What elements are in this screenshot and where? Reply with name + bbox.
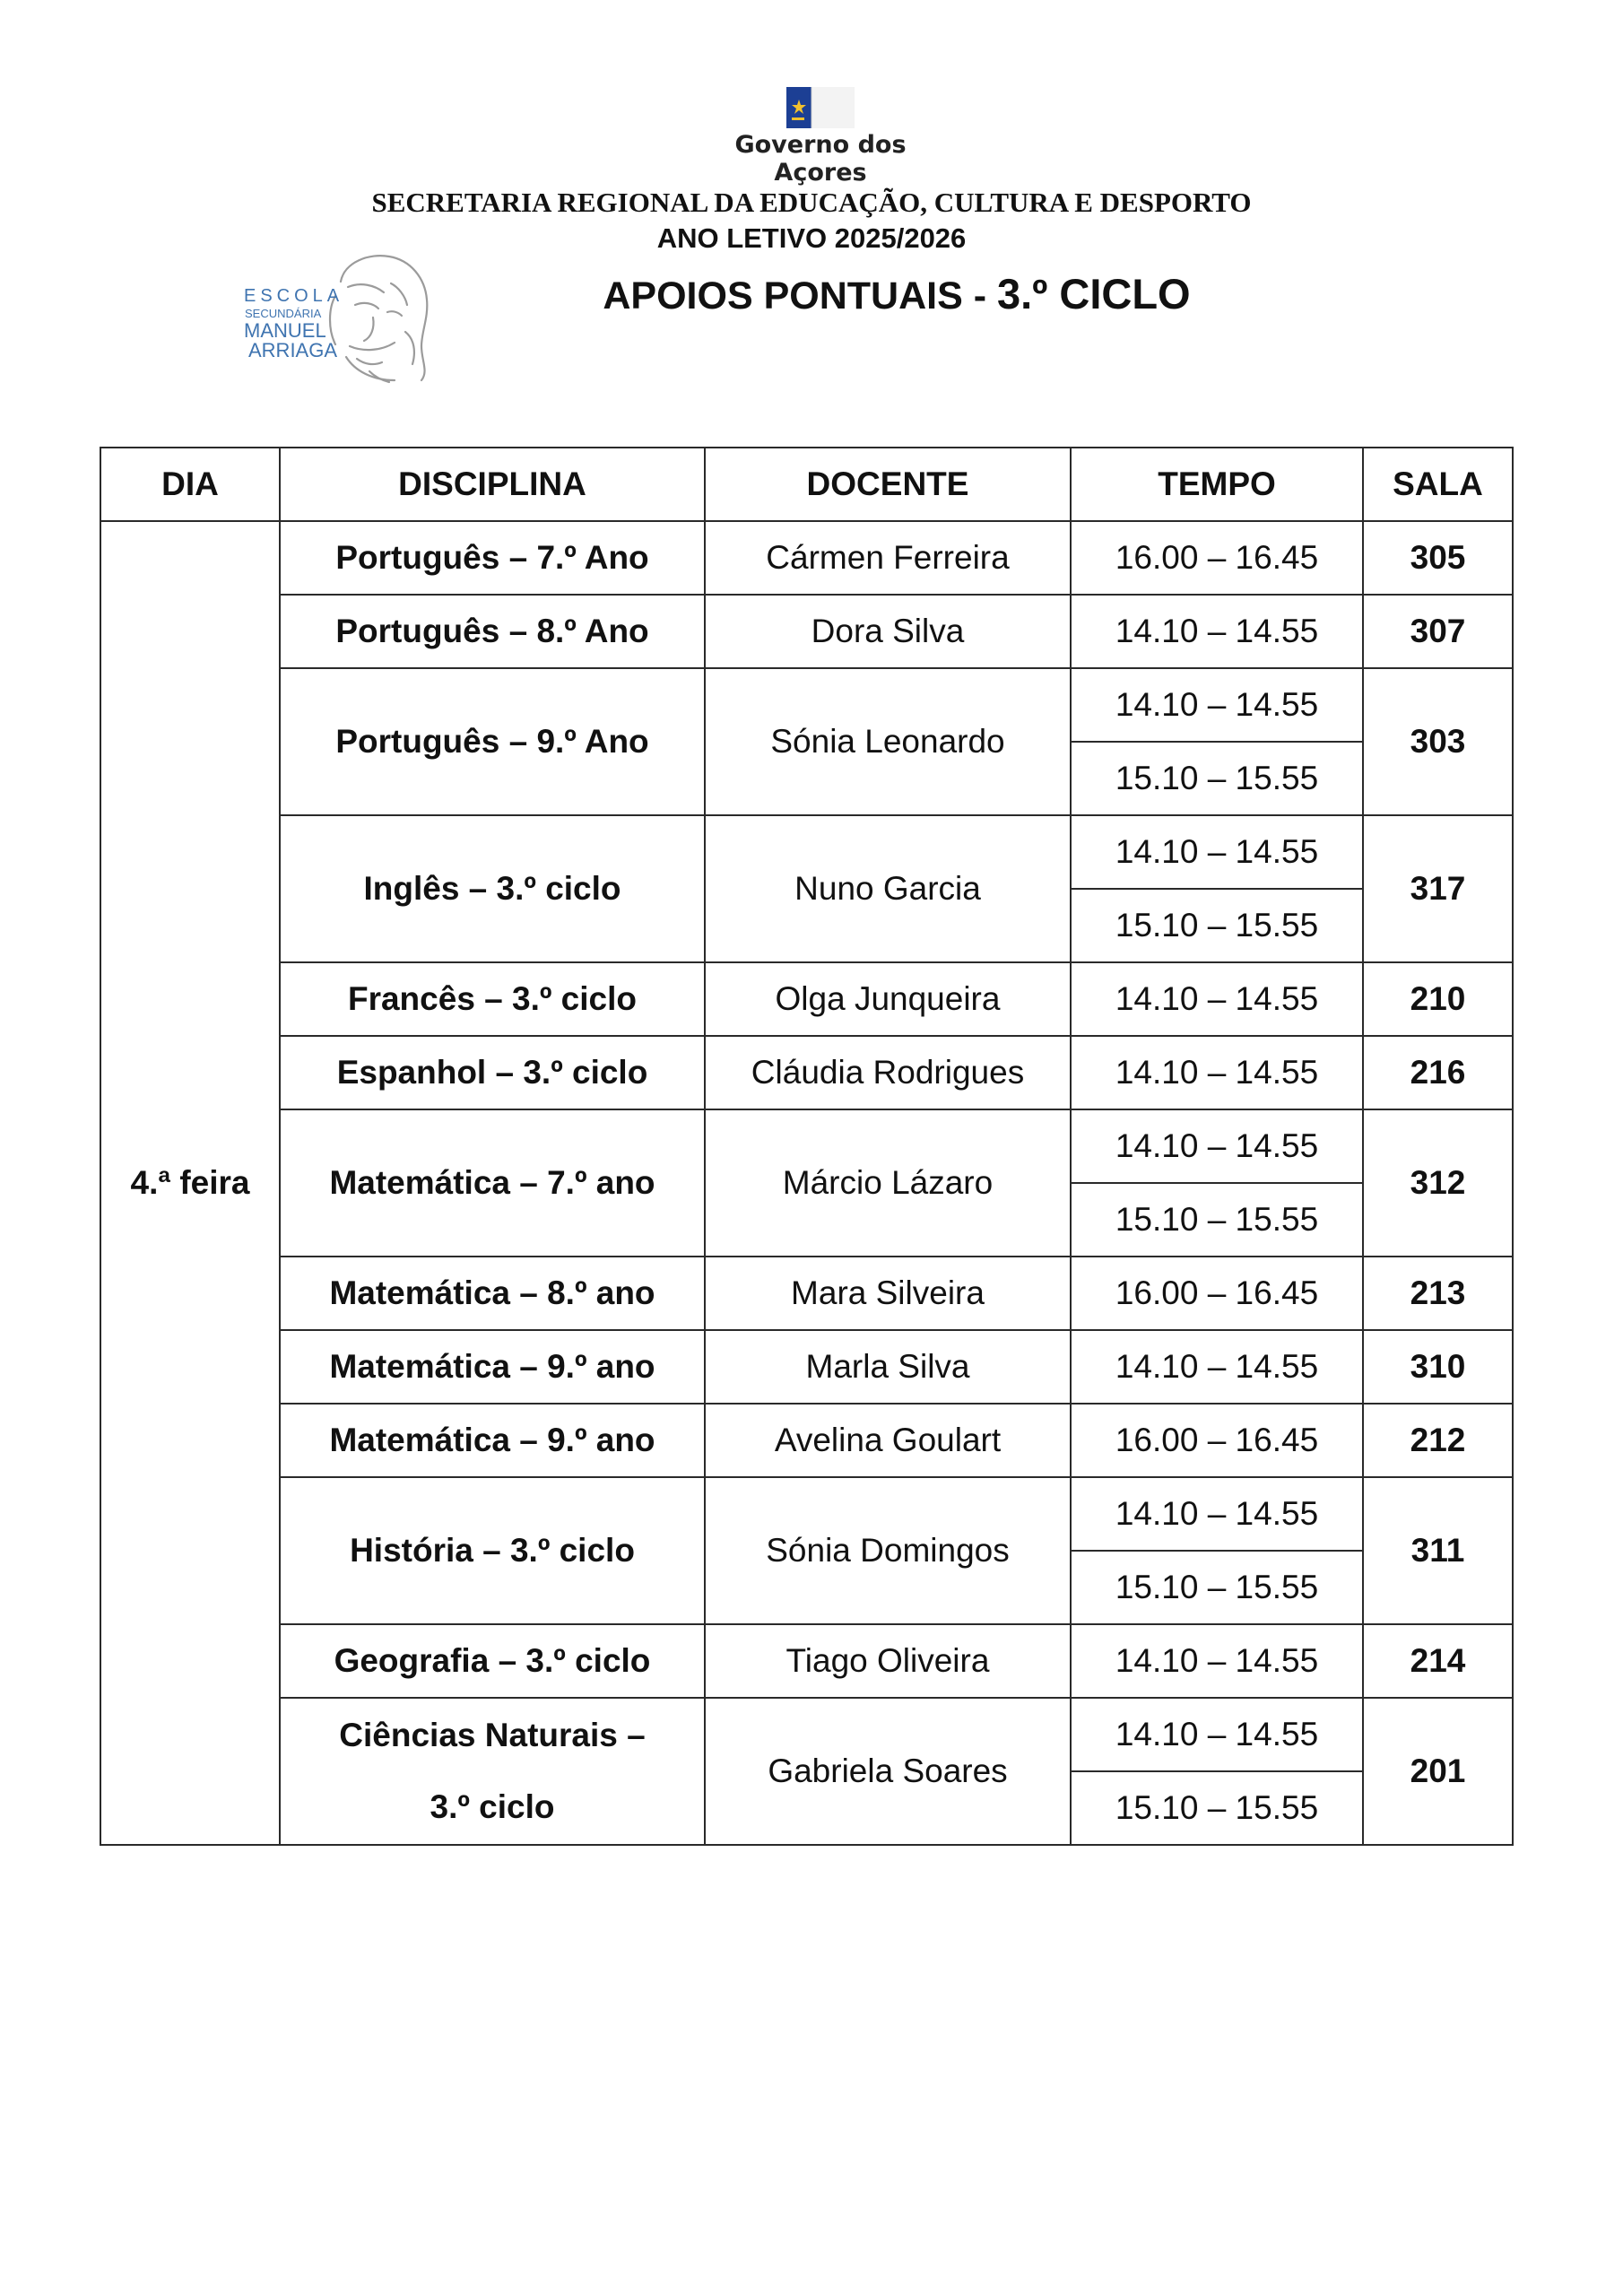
time-cell: 15.10 – 15.55 [1071,1551,1363,1624]
school-logo-escola-text: ESCOLA [244,286,344,306]
time-cell: 15.10 – 15.55 [1071,1771,1363,1845]
table-row [100,1330,1513,1404]
teacher-cell: Sónia Domingos [705,1477,1071,1624]
room-cell: 303 [1363,668,1513,815]
subject-line: 3.º ciclo [430,1788,555,1825]
time-cell: 14.10 – 14.55 [1071,1036,1363,1109]
room-cell: 216 [1363,1036,1513,1109]
time-cell: 14.10 – 14.55 [1071,962,1363,1036]
time-cell: 14.10 – 14.55 [1071,1109,1363,1183]
table-row [100,1257,1513,1330]
table-row [100,668,1513,742]
subject-cell: Português – 8.º Ano [280,595,705,668]
school-logo-manuel-text: MANUEL [244,319,326,342]
table-row [100,1109,1513,1183]
subject-cell: Inglês – 3.º ciclo [280,815,705,962]
header-dia: DIA [100,448,280,521]
time-cell: 14.10 – 14.55 [1071,1330,1363,1404]
time-cell: 14.10 – 14.55 [1071,595,1363,668]
time-cell: 14.10 – 14.55 [1071,668,1363,742]
school-logo-secundaria-text: SECUNDÁRIA [245,307,322,320]
subject-line: Ciências Naturais – [339,1717,646,1753]
time-cell: 14.10 – 14.55 [1071,1698,1363,1771]
room-cell: 305 [1363,521,1513,595]
subject-cell: Francês – 3.º ciclo [280,962,705,1036]
page-title-main: APOIOS PONTUAIS - [603,274,997,317]
table-row [100,962,1513,1036]
table-row [100,1036,1513,1109]
teacher-cell: Nuno Garcia [705,815,1071,962]
room-cell: 307 [1363,595,1513,668]
teacher-cell: Mara Silveira [705,1257,1071,1330]
teacher-cell: Avelina Goulart [705,1404,1071,1477]
table-row [100,1624,1513,1698]
subject-cell: Matemática – 8.º ano [280,1257,705,1330]
header-docente: DOCENTE [705,448,1071,521]
table-row [100,595,1513,668]
teacher-cell: Cláudia Rodrigues [705,1036,1071,1109]
room-cell: 311 [1363,1477,1513,1624]
time-cell: 14.10 – 14.55 [1071,815,1363,889]
room-cell: 310 [1363,1330,1513,1404]
support-schedule-table [100,447,1514,1846]
time-cell: 14.10 – 14.55 [1071,1624,1363,1698]
time-cell: 16.00 – 16.45 [1071,1404,1363,1477]
time-cell: 14.10 – 14.55 [1071,1477,1363,1551]
room-cell: 317 [1363,815,1513,962]
government-name: Governo dos Açores [734,131,907,187]
room-cell: 212 [1363,1404,1513,1477]
room-cell: 213 [1363,1257,1513,1330]
time-cell: 16.00 – 16.45 [1071,521,1363,595]
table-header-row [100,448,1513,521]
time-cell: 15.10 – 15.55 [1071,742,1363,815]
time-cell: 16.00 – 16.45 [1071,1257,1363,1330]
header-sala: SALA [1363,448,1513,521]
teacher-cell: Gabriela Soares [705,1698,1071,1845]
subject-cell: Matemática – 9.º ano [280,1330,705,1404]
table-row [100,521,1513,595]
table-row [100,1404,1513,1477]
room-cell: 210 [1363,962,1513,1036]
teacher-cell: Dora Silva [705,595,1071,668]
table-row [100,1477,1513,1551]
header-tempo: TEMPO [1071,448,1363,521]
secretaria-heading: SECRETARIA REGIONAL DA EDUCAÇÃO, CULTURA E DESPORTO [371,187,1252,218]
page-title-cycle: 3.º CICLO [996,270,1191,317]
subject-cell: Português – 7.º Ano [280,521,705,595]
subject-cell: Geografia – 3.º ciclo [280,1624,705,1698]
time-cell: 15.10 – 15.55 [1071,889,1363,962]
subject-cell: Espanhol – 3.º ciclo [280,1036,705,1109]
teacher-cell: Márcio Lázaro [705,1109,1071,1257]
school-year: ANO LETIVO 2025/2026 [656,222,967,254]
subject-cell [280,1698,705,1845]
subject-cell: Português – 9.º Ano [280,668,705,815]
room-cell: 201 [1363,1698,1513,1845]
day-cell: 4.ª feira [100,521,280,1845]
page-title [0,269,1623,318]
table-row [100,1698,1513,1771]
table-row [100,815,1513,889]
teacher-cell: Cármen Ferreira [705,521,1071,595]
room-cell: 214 [1363,1624,1513,1698]
time-cell: 15.10 – 15.55 [1071,1183,1363,1257]
azores-flag-icon [786,87,855,128]
teacher-cell: Marla Silva [705,1330,1071,1404]
school-logo-arriaga-text: ARRIAGA [248,339,338,361]
subject-cell: História – 3.º ciclo [280,1477,705,1624]
teacher-cell: Tiago Oliveira [705,1624,1071,1698]
teacher-cell: Sónia Leonardo [705,668,1071,815]
subject-cell: Matemática – 9.º ano [280,1404,705,1477]
teacher-cell: Olga Junqueira [705,962,1071,1036]
government-logo [686,84,955,187]
room-cell: 312 [1363,1109,1513,1257]
header-disciplina: DISCIPLINA [280,448,705,521]
subject-cell: Matemática – 7.º ano [280,1109,705,1257]
